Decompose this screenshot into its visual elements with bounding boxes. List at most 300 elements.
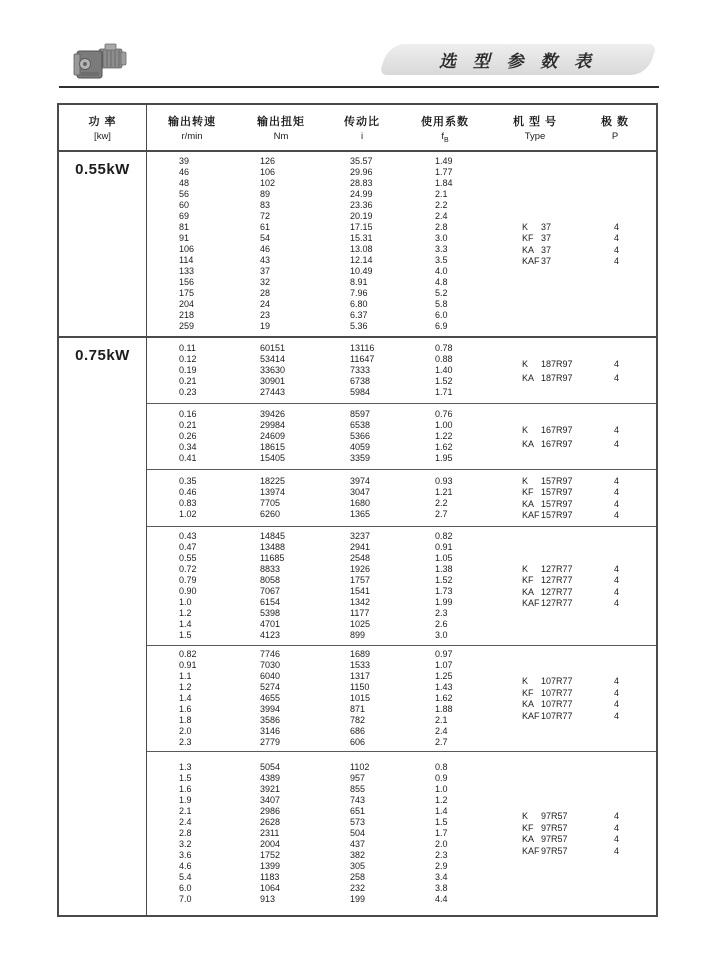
- model-prefix: KA: [522, 244, 535, 255]
- data-block: [147, 645, 656, 751]
- model-number: 127R77: [541, 586, 573, 597]
- service-factor-value: 1.38: [435, 564, 453, 574]
- torque-value: 7705: [260, 498, 281, 508]
- poles-value: 4: [614, 233, 620, 244]
- poles-value: 4: [614, 710, 620, 721]
- type-entry: [522, 834, 619, 846]
- ratio-value: 1177: [350, 608, 370, 618]
- header-data-columns: [147, 105, 656, 150]
- speed-value: 56: [179, 189, 190, 199]
- speed-value: 259: [179, 321, 195, 331]
- model-number: 127R77: [541, 575, 573, 586]
- torque-value: 43: [260, 255, 271, 265]
- speed-value: 48: [179, 178, 190, 188]
- service-factor-value: 1.52: [435, 376, 453, 386]
- speed-value: 0.82: [179, 649, 197, 659]
- torque-value: 11685: [260, 553, 285, 563]
- speed-value: 218: [179, 310, 195, 320]
- speed-value: 1.5: [179, 630, 192, 640]
- poles-value: 4: [614, 510, 620, 521]
- service-factor-value: 0.78: [435, 343, 453, 353]
- model-prefix: KF: [522, 687, 534, 698]
- type-entry: [522, 822, 619, 834]
- service-factor-value: 1.05: [435, 553, 453, 563]
- torque-value: 5054: [260, 762, 281, 772]
- table-header: [59, 105, 656, 152]
- model-number: 167R97: [541, 438, 573, 449]
- power-value: 0.75kW: [75, 347, 130, 364]
- torque-value: 39426: [260, 409, 286, 419]
- torque-value: 1752: [260, 850, 281, 860]
- ratio-value: 871: [350, 704, 366, 714]
- model-number: 97R57: [541, 811, 568, 822]
- torque-value: 37: [260, 266, 271, 276]
- service-factor-value: 2.4: [435, 726, 448, 736]
- torque-value: 3994: [260, 704, 281, 714]
- model-number: 97R57: [541, 845, 568, 856]
- data-block: [147, 152, 656, 336]
- ratio-value: 1680: [350, 498, 371, 508]
- power-section: [59, 152, 656, 336]
- speed-value: 0.47: [179, 542, 197, 552]
- ratio-value: 855: [350, 784, 366, 794]
- torque-value: 3586: [260, 715, 281, 725]
- header-speed-label: 输出转速: [168, 116, 216, 128]
- ratio-value: 1342: [350, 597, 371, 607]
- ratio-value: 12.14: [350, 255, 373, 265]
- speed-value: 2.0: [179, 726, 192, 736]
- header-ratio-unit: i: [360, 131, 364, 142]
- speed-value: 3.6: [179, 850, 192, 860]
- header-torque-unit: Nm: [273, 131, 289, 142]
- speed-value: 3.2: [179, 839, 192, 849]
- ratio-value: 899: [350, 630, 366, 640]
- ratio-value: 686: [350, 726, 366, 736]
- type-entry: [522, 710, 619, 722]
- speed-value: 2.3: [179, 737, 192, 747]
- poles-value: 4: [614, 244, 620, 255]
- type-entry: [522, 437, 619, 451]
- ratio-value: 1757: [350, 575, 371, 585]
- speed-value: 0.26: [179, 431, 197, 441]
- speed-value: 0.16: [179, 409, 197, 419]
- ratio-value: 3359: [350, 453, 371, 463]
- torque-value: 4389: [260, 773, 281, 783]
- speed-value: 1.2: [179, 608, 192, 618]
- type-list: [522, 646, 619, 751]
- torque-value: 24609: [260, 431, 286, 441]
- torque-value: 19: [260, 321, 271, 331]
- model-number: 37: [541, 244, 552, 255]
- torque-value: 6260: [260, 509, 281, 519]
- torque-value: 53414: [260, 354, 286, 364]
- speed-value: 133: [179, 266, 195, 276]
- model-number: 97R57: [541, 834, 568, 845]
- torque-value: 5274: [260, 682, 281, 692]
- data-column: [147, 152, 656, 336]
- speed-value: 81: [179, 222, 190, 232]
- poles-value: 4: [614, 438, 620, 449]
- service-factor-value: 2.1: [435, 189, 448, 199]
- service-factor-value: 1.71: [435, 387, 453, 397]
- torque-value: 18615: [260, 442, 286, 452]
- model-number: 107R77: [541, 699, 573, 710]
- torque-value: 23: [260, 310, 271, 320]
- torque-value: 8058: [260, 575, 281, 585]
- torque-value: 13974: [260, 487, 286, 497]
- speed-value: 0.90: [179, 586, 197, 596]
- speed-value: 0.19: [179, 365, 197, 375]
- type-entry: [522, 563, 619, 575]
- speed-value: 0.55: [179, 553, 197, 563]
- poles-value: 4: [614, 424, 620, 435]
- service-factor-value: 1.2: [435, 795, 448, 805]
- poles-value: 4: [614, 498, 620, 509]
- type-list: [522, 338, 619, 403]
- type-list: [522, 752, 619, 915]
- power-cell: [59, 338, 147, 915]
- poles-value: 4: [614, 834, 620, 845]
- type-list: [522, 152, 619, 336]
- type-entry: [522, 845, 619, 857]
- ratio-value: 382: [350, 850, 366, 860]
- table-body: [59, 152, 656, 915]
- speed-value: 0.23: [179, 387, 197, 397]
- type-entry: [522, 586, 619, 598]
- ratio-value: 1317: [350, 671, 371, 681]
- service-factor-value: 2.7: [435, 509, 448, 519]
- service-factor-value: 5.2: [435, 288, 448, 298]
- ratio-value: 606: [350, 737, 366, 747]
- model-prefix: KF: [522, 233, 534, 244]
- torque-value: 89: [260, 189, 271, 199]
- torque-value: 1399: [260, 861, 281, 871]
- model-prefix: K: [522, 676, 529, 687]
- torque-value: 2004: [260, 839, 281, 849]
- service-factor-value: 0.82: [435, 531, 453, 541]
- service-factor-value: 1.62: [435, 442, 453, 452]
- service-factor-value: 0.9: [435, 773, 448, 783]
- model-prefix: KF: [522, 822, 534, 833]
- speed-value: 6.0: [179, 883, 192, 893]
- ratio-value: 1015: [350, 693, 371, 703]
- service-factor-value: 1.5: [435, 817, 448, 827]
- torque-value: 4655: [260, 693, 281, 703]
- speed-value: 4.6: [179, 861, 192, 871]
- service-factor-value: 4.4: [435, 894, 448, 904]
- model-prefix: KA: [522, 586, 535, 597]
- speed-value: 7.0: [179, 894, 192, 904]
- data-block: [147, 338, 656, 403]
- ratio-value: 743: [350, 795, 366, 805]
- torque-value: 14845: [260, 531, 286, 541]
- ratio-value: 957: [350, 773, 366, 783]
- speed-value: 1.5: [179, 773, 192, 783]
- service-factor-value: 0.88: [435, 354, 453, 364]
- ratio-value: 504: [350, 828, 366, 838]
- ratio-value: 6538: [350, 420, 371, 430]
- torque-value: 4123: [260, 630, 281, 640]
- torque-value: 13488: [260, 542, 286, 552]
- ratio-value: 7.96: [350, 288, 368, 298]
- torque-value: 4701: [260, 619, 281, 629]
- model-prefix: KA: [522, 438, 535, 449]
- ratio-value: 5.36: [350, 321, 368, 331]
- header-power-label: 功 率: [88, 116, 117, 128]
- ratio-value: 11647: [350, 354, 375, 364]
- torque-value: 2986: [260, 806, 281, 816]
- speed-value: 1.0: [179, 597, 192, 607]
- service-factor-value: 2.7: [435, 737, 448, 747]
- service-factor-value: 1.52: [435, 575, 453, 585]
- ratio-value: 232: [350, 883, 366, 893]
- ratio-value: 305: [350, 861, 366, 871]
- type-entry: [522, 487, 619, 499]
- speed-value: 0.11: [179, 343, 196, 353]
- torque-value: 5398: [260, 608, 281, 618]
- service-factor-value: 3.5: [435, 255, 448, 265]
- speed-value: 46: [179, 167, 190, 177]
- ratio-value: 3974: [350, 476, 371, 486]
- ratio-value: 10.49: [350, 266, 373, 276]
- torque-value: 30901: [260, 376, 286, 386]
- torque-value: 2779: [260, 737, 281, 747]
- header-service-factor-unit: $f_B$: [441, 131, 449, 144]
- speed-value: 1.6: [179, 784, 192, 794]
- service-factor-value: 1.21: [435, 487, 453, 497]
- speed-value: 2.8: [179, 828, 192, 838]
- service-factor-value: 2.1: [435, 715, 448, 725]
- poles-value: 4: [614, 676, 620, 687]
- torque-value: 3407: [260, 795, 281, 805]
- torque-value: 913: [260, 894, 276, 904]
- header-model-unit: Type: [524, 131, 546, 142]
- model-prefix: K: [522, 358, 529, 369]
- model-prefix: KA: [522, 699, 535, 710]
- service-factor-value: 2.0: [435, 839, 448, 849]
- header-model-label: 机 型 号: [512, 116, 558, 128]
- torque-value: 46: [260, 244, 271, 254]
- poles-value: 4: [614, 372, 620, 383]
- torque-value: 24: [260, 299, 271, 309]
- ratio-value: 5366: [350, 431, 371, 441]
- service-factor-value: 3.8: [435, 883, 448, 893]
- torque-value: 27443: [260, 387, 286, 397]
- service-factor-value: 2.2: [435, 498, 448, 508]
- speed-value: 0.41: [179, 453, 197, 463]
- speed-value: 0.83: [179, 498, 197, 508]
- service-factor-value: 1.07: [435, 660, 453, 670]
- service-factor-value: 0.76: [435, 409, 453, 419]
- type-entry: [522, 498, 619, 510]
- type-entry: [522, 687, 619, 699]
- torque-value: 3146: [260, 726, 281, 736]
- ratio-value: 3047: [350, 487, 371, 497]
- data-block: [147, 526, 656, 645]
- model-number: 37: [541, 256, 552, 267]
- data-block: [147, 751, 656, 915]
- speed-value: 1.2: [179, 682, 192, 692]
- ratio-value: 6.80: [350, 299, 368, 309]
- ratio-value: 17.15: [350, 222, 373, 232]
- poles-value: 4: [614, 845, 620, 856]
- data-block: [147, 403, 656, 469]
- service-factor-value: 4.0: [435, 266, 448, 276]
- torque-value: 106: [260, 167, 276, 177]
- model-prefix: KF: [522, 487, 534, 498]
- speed-value: 1.3: [179, 762, 192, 772]
- model-number: 127R77: [541, 563, 573, 574]
- service-factor-value: 2.3: [435, 850, 448, 860]
- torque-value: 28: [260, 288, 271, 298]
- torque-value: 2311: [260, 828, 280, 838]
- ratio-value: 7333: [350, 365, 371, 375]
- poles-value: 4: [614, 563, 620, 574]
- ratio-value: 573: [350, 817, 366, 827]
- poles-value: 4: [614, 475, 620, 486]
- ratio-value: 1689: [350, 649, 371, 659]
- torque-value: 126: [260, 156, 276, 166]
- model-prefix: KAF: [522, 510, 540, 521]
- ratio-value: 2941: [350, 542, 371, 552]
- service-factor-value: 6.9: [435, 321, 448, 331]
- type-entry: [522, 475, 619, 487]
- torque-value: 18225: [260, 476, 286, 486]
- ratio-value: 1365: [350, 509, 371, 519]
- torque-value: 2628: [260, 817, 281, 827]
- model-prefix: KA: [522, 372, 535, 383]
- data-block: [147, 469, 656, 526]
- torque-value: 102: [260, 178, 276, 188]
- speed-value: 2.4: [179, 817, 192, 827]
- model-number: 107R77: [541, 687, 573, 698]
- type-entry: [522, 699, 619, 711]
- ratio-value: 8597: [350, 409, 371, 419]
- service-factor-value: 0.91: [435, 542, 453, 552]
- gearmotor-photo: [72, 40, 130, 84]
- ratio-value: 35.57: [350, 156, 373, 166]
- selection-table: [57, 103, 658, 917]
- speed-value: 1.9: [179, 795, 192, 805]
- speed-value: 0.12: [179, 354, 197, 364]
- service-factor-value: 0.97: [435, 649, 453, 659]
- power-section: [59, 336, 656, 915]
- model-prefix: KAF: [522, 845, 540, 856]
- ratio-value: 23.36: [350, 200, 373, 210]
- poles-value: 4: [614, 487, 620, 498]
- speed-value: 60: [179, 200, 190, 210]
- speed-value: 106: [179, 244, 195, 254]
- type-entry: [522, 575, 619, 587]
- service-factor-value: 0.93: [435, 476, 453, 486]
- poles-value: 4: [614, 575, 620, 586]
- service-factor-value: 3.3: [435, 244, 448, 254]
- speed-value: 0.21: [179, 376, 197, 386]
- torque-value: 54: [260, 233, 271, 243]
- speed-value: 5.4: [179, 872, 192, 882]
- model-prefix: K: [522, 475, 529, 486]
- ratio-value: 1541: [350, 586, 371, 596]
- service-factor-value: 1.49: [435, 156, 453, 166]
- model-prefix: KAF: [522, 598, 540, 609]
- header-torque-label: 输出扭矩: [257, 116, 305, 128]
- poles-value: 4: [614, 586, 620, 597]
- speed-value: 0.35: [179, 476, 197, 486]
- model-prefix: KA: [522, 498, 535, 509]
- service-factor-value: 2.6: [435, 619, 448, 629]
- torque-value: 8833: [260, 564, 281, 574]
- type-entry: [522, 598, 619, 610]
- model-number: 157R97: [541, 475, 573, 486]
- type-entry: [522, 233, 619, 245]
- poles-value: 4: [614, 822, 620, 833]
- torque-value: 60151: [260, 343, 286, 353]
- poles-value: 4: [614, 699, 620, 710]
- speed-value: 114: [179, 255, 194, 265]
- speed-value: 2.1: [179, 806, 192, 816]
- ratio-value: 29.96: [350, 167, 373, 177]
- poles-value: 4: [614, 811, 620, 822]
- ratio-value: 5984: [350, 387, 371, 397]
- ratio-value: 13.08: [350, 244, 373, 254]
- poles-value: 4: [614, 256, 620, 267]
- ratio-value: 4059: [350, 442, 371, 452]
- torque-value: 3921: [260, 784, 281, 794]
- model-prefix: K: [522, 424, 529, 435]
- service-factor-value: 1.62: [435, 693, 453, 703]
- type-entry: [522, 244, 619, 256]
- service-factor-value: 1.99: [435, 597, 453, 607]
- service-factor-value: 4.8: [435, 277, 448, 287]
- service-factor-value: 1.00: [435, 420, 453, 430]
- speed-value: 156: [179, 277, 195, 287]
- service-factor-value: 2.8: [435, 222, 448, 232]
- ratio-value: 2548: [350, 553, 371, 563]
- torque-value: 1064: [260, 883, 281, 893]
- torque-value: 83: [260, 200, 271, 210]
- type-list: [522, 470, 619, 526]
- service-factor-value: 1.95: [435, 453, 453, 463]
- service-factor-value: 1.43: [435, 682, 453, 692]
- model-number: 157R97: [541, 510, 573, 521]
- service-factor-value: 1.0: [435, 784, 448, 794]
- torque-value: 1183: [260, 872, 280, 882]
- torque-value: 61: [260, 222, 271, 232]
- header-rule: [59, 86, 659, 88]
- header-power-column: [59, 105, 147, 150]
- speed-value: 1.02: [179, 509, 197, 519]
- header-service-factor-label: 使用系数: [421, 116, 469, 128]
- ratio-value: 1025: [350, 619, 371, 629]
- service-factor-value: 1.73: [435, 586, 453, 596]
- page-title: 选 型 参 数 表: [439, 52, 597, 71]
- model-prefix: K: [522, 811, 529, 822]
- ratio-value: 6.37: [350, 310, 368, 320]
- torque-value: 32: [260, 277, 271, 287]
- service-factor-value: 2.9: [435, 861, 448, 871]
- poles-value: 4: [614, 221, 620, 232]
- type-list: [522, 404, 619, 469]
- speed-value: 1.8: [179, 715, 192, 725]
- ratio-value: 1533: [350, 660, 371, 670]
- speed-value: 0.43: [179, 531, 197, 541]
- model-number: 157R97: [541, 498, 573, 509]
- ratio-value: 6738: [350, 376, 371, 386]
- header-speed-unit: r/min: [181, 131, 203, 142]
- model-number: 127R77: [541, 598, 573, 609]
- service-factor-value: 1.7: [435, 828, 448, 838]
- torque-value: 6154: [260, 597, 281, 607]
